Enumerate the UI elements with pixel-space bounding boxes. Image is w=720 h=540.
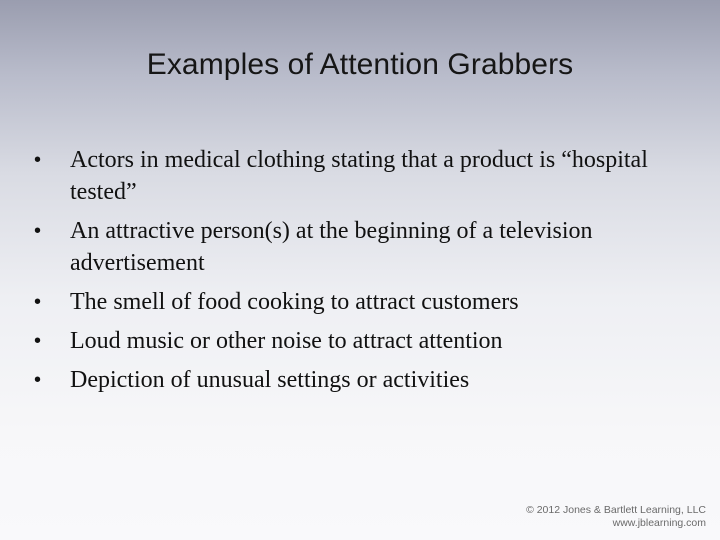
bullet-item: [34, 286, 674, 318]
bullet-text: Depiction of unusual settings or activities: [70, 367, 470, 393]
bullet-icon: •: [34, 220, 42, 242]
slide-title: Examples of Attention Grabbers: [146, 48, 574, 81]
bullet-icon: •: [34, 291, 42, 313]
bullet-item: [34, 364, 674, 396]
bullet-text: An attractive person(s) at the beginning of a television advertisement: [70, 218, 593, 276]
bullet-item: [34, 144, 674, 208]
publisher-website: www.jblearning.com: [612, 517, 706, 529]
bullet-item: [34, 325, 674, 357]
bullet-icon: •: [34, 149, 42, 171]
copyright-notice: [526, 504, 706, 530]
bullet-icon: •: [34, 369, 42, 391]
bullet-list: [34, 144, 674, 403]
bullet-item: [34, 215, 674, 279]
bullet-text: Loud music or other noise to attract attention: [70, 328, 503, 354]
copyright-line: © 2012 Jones & Bartlett Learning, LLC: [526, 504, 706, 516]
bullet-text: Actors in medical clothing stating that a product is “hospital tested”: [70, 147, 648, 205]
bullet-text: The smell of food cooking to attract customers: [70, 289, 519, 315]
bullet-icon: •: [34, 330, 42, 352]
